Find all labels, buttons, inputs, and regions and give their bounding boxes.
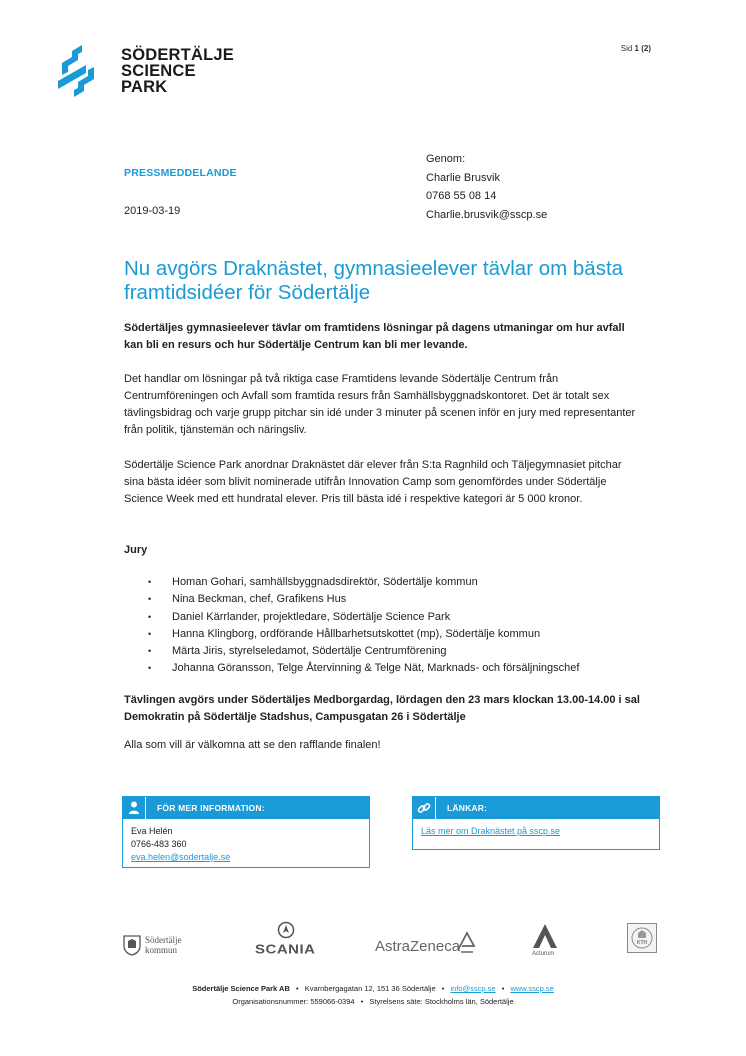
draknastet-link[interactable]: Läs mer om Draknästet på sscp.se <box>421 826 561 836</box>
more-info-box <box>122 796 370 868</box>
link-icon <box>413 797 436 819</box>
list-item: • Märta Jiris, styrelseledamot, Södertälje Centrumförening <box>148 643 579 660</box>
event-details: Tävlingen avgörs under Södertäljes Medborgardag, lördagen den 23 mars klockan 13.00-14.00 i sal Demokratin på Södertälje Stadshus, Campusgatan 26 i Södertälje <box>124 694 640 723</box>
page-number <box>621 44 651 53</box>
footer-address: Kvarnbergagatan 12, 151 36 Södertälje <box>304 984 436 993</box>
list-item: • Nina Beckman, chef, Grafikens Hus <box>148 591 579 608</box>
list-item: • Daniel Kärrlander, projektledare, Södertälje Science Park <box>148 609 579 626</box>
page-total: (2) <box>641 44 651 53</box>
info-contact-name: Eva Helén <box>131 826 173 836</box>
links-heading: LÄNKAR: <box>447 803 488 813</box>
footer-seat: Styrelsens säte: Stockholms län, Södertälje <box>369 997 514 1006</box>
scania-griffin-icon <box>277 921 295 939</box>
person-icon <box>123 797 146 819</box>
jury-list <box>148 574 579 678</box>
contact-email: Charlie.brusvik@sscp.se <box>426 208 548 221</box>
list-item: • Hanna Klingborg, ordförande Hållbarhetsutskottet (mp), Södertälje kommun <box>148 626 579 643</box>
welcome-text: Alla som vill är välkomna att se den rafflande finalen! <box>124 739 381 751</box>
logo-line-2: SCIENCE <box>121 62 196 80</box>
info-contact-email-link[interactable]: eva.helen@sodertalje.se <box>131 852 231 862</box>
footer-separator: • <box>441 984 445 993</box>
footer-company: Södertälje Science Park AB <box>192 984 290 993</box>
list-item: • Homan Gohari, samhällsbyggnadsdirektör, Södertälje kommun <box>148 574 579 591</box>
footer-web-link[interactable]: www.sscp.se <box>510 984 554 993</box>
contact-phone: 0768 55 08 14 <box>426 190 497 202</box>
footer-address-line <box>0 984 746 993</box>
article-title: Nu avgörs Draknästet, gymnasieelever tävlar om bästa framtidsidéer för Södertälje <box>124 257 624 304</box>
page-current: 1 <box>634 44 639 53</box>
links-header <box>413 797 659 819</box>
release-date: 2019-03-19 <box>124 205 181 217</box>
footer-registration-line <box>0 997 746 1006</box>
astrazeneca-logo-text: AstraZeneca <box>375 938 461 955</box>
sscp-logo-icon <box>52 43 106 99</box>
contact-block <box>426 150 547 224</box>
article-paragraph-2: Södertälje Science Park anordnar Draknästet där elever från S:ta Ragnhild och Täljegymnasiet pitchar sina bästa idéer som blivit nominerade utifrån Innovation Camp som genomfördes under Södertälje Science Week med ett hundratal elever. Pris till bästa idé i respektive kategori är 5 000 kronor. <box>124 459 622 505</box>
kth-crest-icon <box>628 924 656 952</box>
acturum-logo-text: Acturum <box>532 951 555 957</box>
press-release-label: PRESSMEDDELANDE <box>124 167 237 179</box>
links-box <box>412 796 660 850</box>
kth-logo-text: KTH <box>636 940 648 946</box>
partner-logos <box>0 918 746 968</box>
more-info-body <box>123 819 369 870</box>
article-lead: Södertäljes gymnasieelever tävlar om framtidens lösningar på dagens utmaningar om hur avfall kan bli en resurs och hur Södertälje Centrum kan bli mer levande. <box>124 322 625 351</box>
kth-logo <box>627 923 657 953</box>
logo-line-1: SÖDERTÄLJE <box>121 46 234 64</box>
contact-via: Genom: <box>426 153 466 165</box>
logo-line-3: PARK <box>121 78 168 96</box>
page-label: Sid <box>620 44 633 53</box>
sodertalje-kommun-logo <box>122 934 142 956</box>
list-item: • Johanna Göransson, Telge Återvinning & Telge Nät, Marknads- och försäljningschef <box>148 660 579 677</box>
jury-heading: Jury <box>124 544 148 556</box>
footer-separator: • <box>360 997 364 1006</box>
article-paragraph-1: Det handlar om lösningar på två riktiga case Framtidens levande Södertälje Centrum från Centrumföreningen och Avfall som framtida resurs från Samhällsbyggnadskontoret. Det är totalt sex tävlingsbidrag och varje grupp pitchar sin idé under 3 minuter på scenen inför en jury med representanter från politik, tjänstemän och näringsliv. <box>124 373 636 436</box>
more-info-header <box>123 797 369 819</box>
sodertalje-kommun-text <box>145 935 182 955</box>
acturum-logo-icon <box>531 922 559 950</box>
footer-email-link[interactable]: info@sscp.se <box>450 984 496 993</box>
footer-separator: • <box>295 984 299 993</box>
info-contact-phone: 0766-483 360 <box>131 839 187 849</box>
sodertalje-line-2: kommun <box>145 945 178 955</box>
contact-name: Charlie Brusvik <box>426 171 500 184</box>
more-info-heading: FÖR MER INFORMATION: <box>157 803 265 813</box>
astrazeneca-symbol-icon <box>455 930 477 954</box>
scania-logo-text: SCANIA <box>255 942 316 957</box>
footer-org-number: Organisationsnummer: 559066-0394 <box>232 997 355 1006</box>
sodertalje-line-1: Södertälje <box>145 935 182 945</box>
footer-separator: • <box>501 984 505 993</box>
logo-wordmark <box>121 47 234 95</box>
links-body <box>413 819 659 844</box>
